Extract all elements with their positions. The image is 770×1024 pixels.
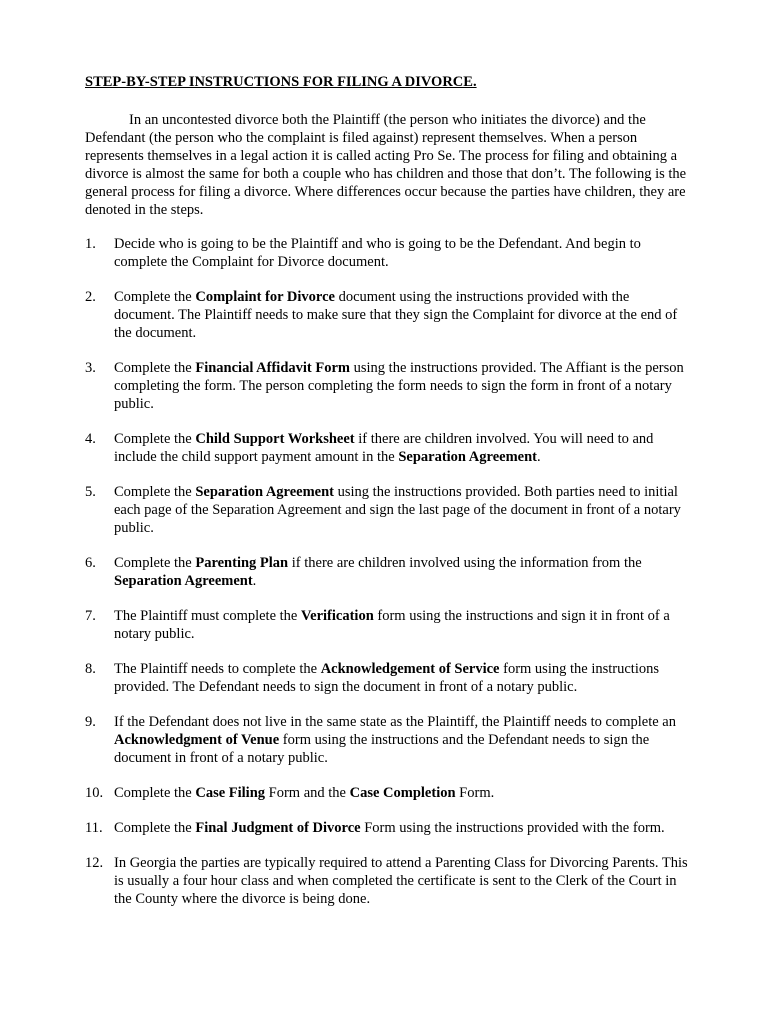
step-number: 6.	[85, 555, 96, 571]
step-text-part: In Georgia the parties are typically required to attend a Parenting Class for Divorcing Parents. This is usually a four hour class and when completed the certificate is sent to the Clerk of the Court in the County where the divorce is being done.	[114, 855, 688, 907]
step-text-part: form using the instructions provided. The Defendant needs to sign the document in front of a notary public.	[114, 661, 659, 695]
step-text-part: .	[536, 449, 541, 465]
document-page	[85, 73, 690, 925]
steps-list	[85, 235, 690, 908]
step-form-name: Separation Agreement	[114, 573, 253, 589]
step-item	[85, 288, 690, 342]
step-text-part: if there are children involved using the information from the	[288, 555, 642, 571]
step-text	[114, 855, 688, 907]
step-text-part: The Plaintiff needs to complete the	[114, 661, 321, 677]
step-form-name: Child Support Worksheet	[195, 431, 355, 447]
step-text-part: Form using the instructions provided with the form.	[360, 820, 665, 836]
step-text-part: document using the instructions provided with the document. The Plaintiff needs to make sure that they sign the Complaint for divorce at the end of the document.	[114, 289, 678, 341]
step-number: 5.	[85, 484, 96, 500]
step-text	[114, 236, 641, 270]
step-form-name: Acknowledgment of Venue	[114, 732, 280, 748]
step-text	[114, 431, 653, 465]
step-number: 1.	[85, 236, 96, 252]
step-text-part: using the instructions provided. The Affiant is the person completing the form. The person completing the form needs to sign the form in front of a notary public.	[114, 360, 684, 412]
step-item	[85, 430, 690, 466]
step-text-part: Complete the	[114, 360, 196, 376]
step-text	[114, 785, 494, 801]
step-text-part: Complete the	[114, 289, 196, 305]
step-form-name: Parenting Plan	[195, 555, 289, 571]
step-text-part: If the Defendant does not live in the same state as the Plaintiff, the Plaintiff needs to complete an	[114, 714, 676, 730]
step-item	[85, 660, 690, 696]
step-text	[114, 820, 665, 836]
step-form-name: Verification	[301, 608, 374, 624]
step-text	[114, 484, 681, 536]
step-text	[114, 289, 677, 341]
step-text	[114, 661, 659, 695]
step-form-name: Case Completion	[349, 785, 456, 801]
step-number: 8.	[85, 661, 96, 677]
step-item	[85, 483, 690, 537]
step-number: 12.	[85, 855, 104, 871]
step-text-part: .	[252, 573, 257, 589]
step-text-part: Complete the	[114, 484, 196, 500]
step-number: 3.	[85, 360, 96, 376]
step-text	[114, 555, 642, 589]
step-number: 4.	[85, 431, 96, 447]
step-text-part: Form and the	[265, 785, 350, 801]
step-text-part: Complete the	[114, 431, 196, 447]
step-form-name: Complaint for Divorce	[195, 289, 335, 305]
step-item	[85, 235, 690, 271]
step-text-part: Form.	[455, 785, 495, 801]
step-number: 7.	[85, 608, 96, 624]
step-form-name: Acknowledgement of Service	[320, 661, 500, 677]
step-number: 10.	[85, 785, 104, 801]
step-text	[114, 714, 676, 766]
step-item	[85, 607, 690, 643]
step-form-name: Separation Agreement	[398, 449, 537, 465]
step-text-part: Complete the	[114, 785, 196, 801]
step-text-part: The Plaintiff must complete the	[114, 608, 301, 624]
step-form-name: Case Filing	[195, 785, 266, 801]
step-text-part: if there are children involved. You will need to and include the child support payment amount in the	[114, 431, 654, 465]
step-item	[85, 713, 690, 767]
step-item	[85, 819, 690, 837]
step-item	[85, 359, 690, 413]
step-item	[85, 854, 690, 908]
step-form-name: Financial Affidavit Form	[195, 360, 351, 376]
step-number: 2.	[85, 289, 96, 305]
step-text-part: form using the instructions and sign it in front of a notary public.	[114, 608, 670, 642]
step-item	[85, 554, 690, 590]
step-item	[85, 784, 690, 802]
step-text-part: Decide who is going to be the Plaintiff and who is going to be the Defendant. And begin to complete the Complaint for Divorce document.	[114, 236, 641, 270]
step-number: 9.	[85, 714, 96, 730]
step-text-part: Complete the	[114, 820, 196, 836]
step-text	[114, 608, 670, 642]
step-text	[114, 360, 684, 412]
step-text-part: using the instructions provided. Both parties need to initial each page of the Separation Agreement and sign the last page of the document in front of a notary public.	[114, 484, 681, 536]
step-text-part: form using the instructions and the Defendant needs to sign the document in front of a notary public.	[114, 732, 650, 766]
intro-paragraph: In an uncontested divorce both the Plaintiff (the person who initiates the divorce) and the Defendant (the person who the complaint is filed against) represent themselves. When a person represents themselves in a legal action it is called acting Pro Se. The process for filing and obtaining a divorce is almost the same for both a couple who has children and those that don’t. The following is the general process for filing a divorce. Where differences occur because the parties have children, they are denoted in the steps.	[85, 112, 687, 218]
step-number: 11.	[85, 820, 103, 836]
step-form-name: Separation Agreement	[195, 484, 335, 500]
document-title: STEP-BY-STEP INSTRUCTIONS FOR FILING A DIVORCE.	[85, 74, 477, 90]
step-text-part: Complete the	[114, 555, 196, 571]
step-form-name: Final Judgment of Divorce	[195, 820, 361, 836]
